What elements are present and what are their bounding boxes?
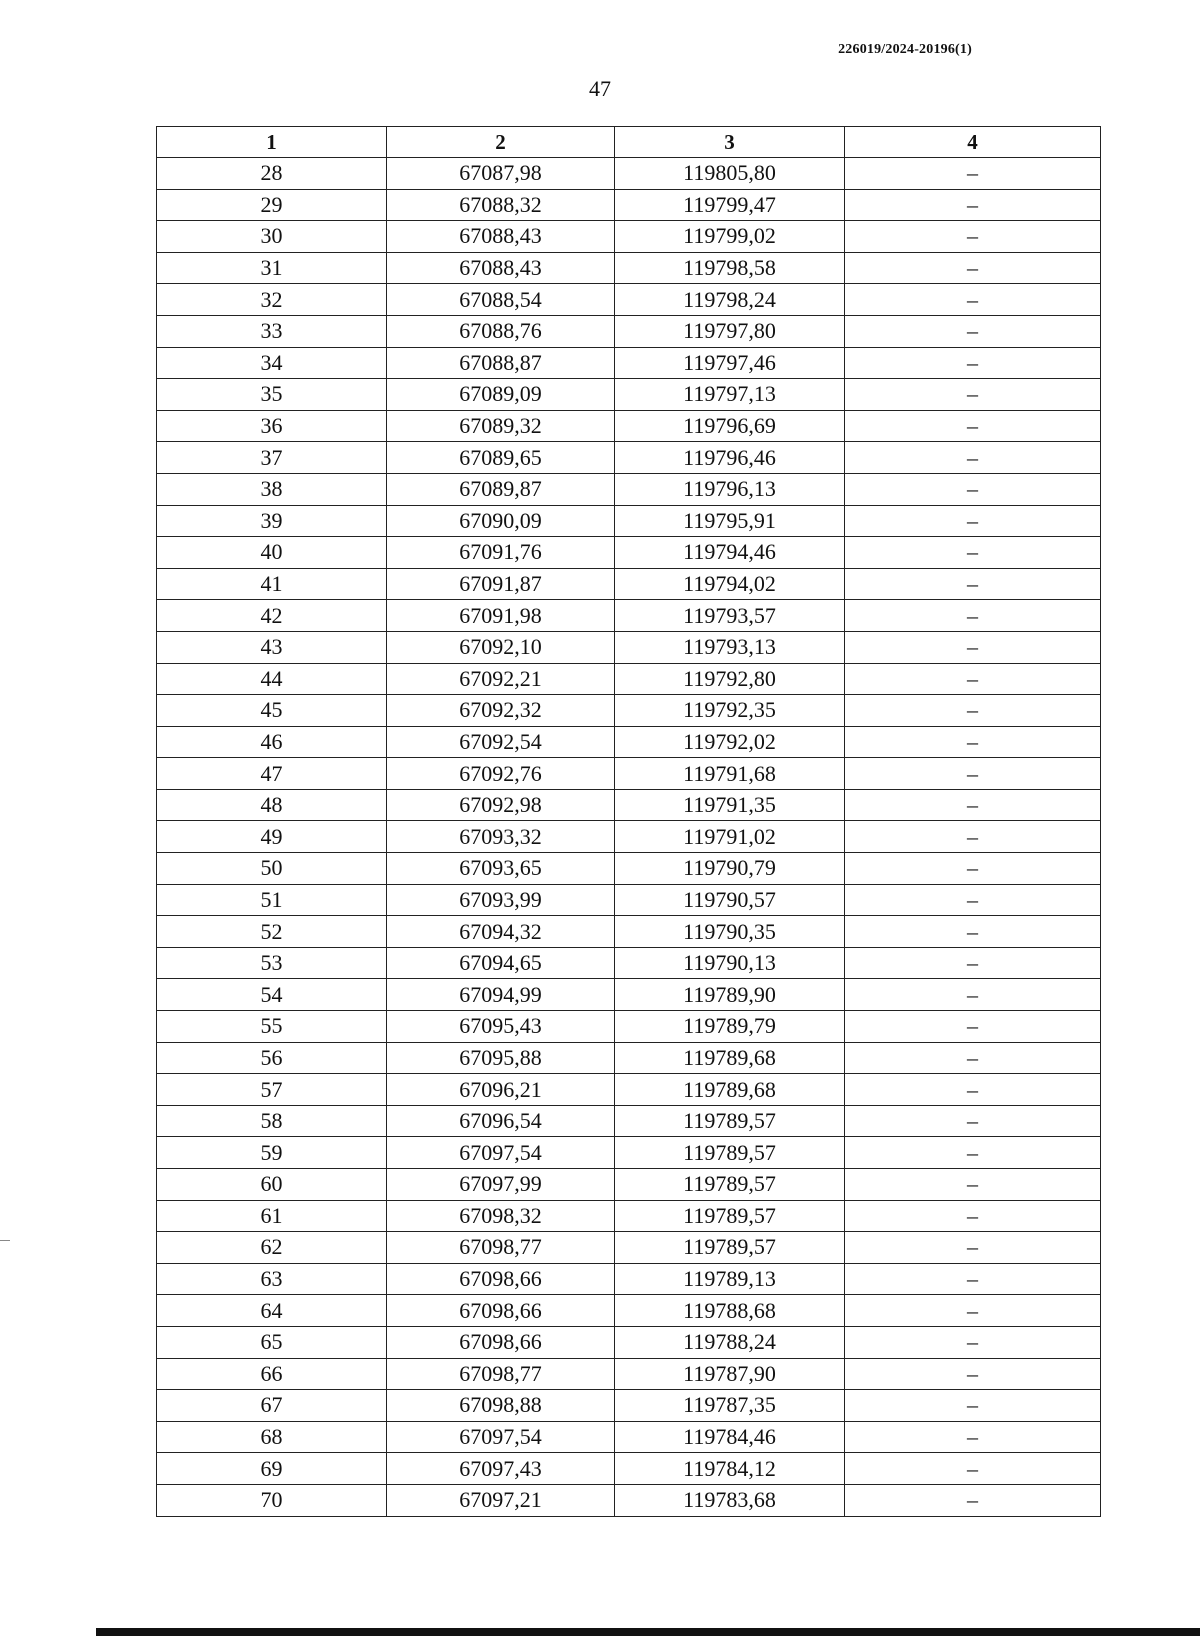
table-cell-col-1: 63 xyxy=(157,1263,387,1295)
table-cell-col-3: 119796,46 xyxy=(615,442,845,474)
table-cell-col-1: 35 xyxy=(157,379,387,411)
table-cell-col-3: 119787,35 xyxy=(615,1390,845,1422)
table-cell-col-1: 33 xyxy=(157,315,387,347)
table-row xyxy=(157,1484,1101,1516)
table-cell-col-1: 42 xyxy=(157,600,387,632)
table-cell-col-3: 119792,35 xyxy=(615,695,845,727)
table-row xyxy=(157,158,1101,190)
table-cell-col-1: 36 xyxy=(157,410,387,442)
table-row xyxy=(157,631,1101,663)
table-row xyxy=(157,1200,1101,1232)
table-row xyxy=(157,1295,1101,1327)
table-cell-col-1: 50 xyxy=(157,853,387,885)
table-cell-col-2: 67093,32 xyxy=(387,821,615,853)
table-row xyxy=(157,1074,1101,1106)
table-cell-col-1: 65 xyxy=(157,1326,387,1358)
table-cell-col-2: 67089,87 xyxy=(387,473,615,505)
table-row xyxy=(157,473,1101,505)
table-cell-col-4: – xyxy=(845,600,1101,632)
table-cell-col-2: 67098,77 xyxy=(387,1358,615,1390)
table-cell-col-4: – xyxy=(845,947,1101,979)
table-cell-col-3: 119797,46 xyxy=(615,347,845,379)
table-cell-col-2: 67092,21 xyxy=(387,663,615,695)
coordinates-table xyxy=(156,126,1101,1517)
table-cell-col-4: – xyxy=(845,1453,1101,1485)
table-row xyxy=(157,1137,1101,1169)
table-cell-col-2: 67093,65 xyxy=(387,853,615,885)
table-cell-col-4: – xyxy=(845,1295,1101,1327)
table-cell-col-3: 119789,79 xyxy=(615,1011,845,1043)
table-cell-col-4: – xyxy=(845,789,1101,821)
table-cell-col-2: 67088,76 xyxy=(387,315,615,347)
table-row xyxy=(157,1390,1101,1422)
table-cell-col-3: 119784,12 xyxy=(615,1453,845,1485)
table-cell-col-1: 38 xyxy=(157,473,387,505)
table-cell-col-2: 67098,66 xyxy=(387,1326,615,1358)
table-cell-col-3: 119783,68 xyxy=(615,1484,845,1516)
table-cell-col-3: 119788,24 xyxy=(615,1326,845,1358)
table-cell-col-4: – xyxy=(845,726,1101,758)
table-cell-col-1: 41 xyxy=(157,568,387,600)
table-cell-col-3: 119789,57 xyxy=(615,1137,845,1169)
table-cell-col-4: – xyxy=(845,1232,1101,1264)
table-cell-col-2: 67094,65 xyxy=(387,947,615,979)
table-cell-col-1: 46 xyxy=(157,726,387,758)
table-row xyxy=(157,252,1101,284)
column-header-2: 2 xyxy=(387,127,615,158)
table-cell-col-1: 43 xyxy=(157,631,387,663)
table-cell-col-2: 67089,65 xyxy=(387,442,615,474)
table-row xyxy=(157,568,1101,600)
table-cell-col-3: 119790,35 xyxy=(615,916,845,948)
table-cell-col-2: 67091,76 xyxy=(387,537,615,569)
table-cell-col-4: – xyxy=(845,252,1101,284)
table-cell-col-1: 28 xyxy=(157,158,387,190)
table-row xyxy=(157,663,1101,695)
table-cell-col-1: 52 xyxy=(157,916,387,948)
table-cell-col-1: 54 xyxy=(157,979,387,1011)
table-cell-col-1: 47 xyxy=(157,758,387,790)
table-cell-col-4: – xyxy=(845,979,1101,1011)
table-body xyxy=(157,158,1101,1517)
table-cell-col-2: 67092,54 xyxy=(387,726,615,758)
column-header-1: 1 xyxy=(157,127,387,158)
table-row xyxy=(157,537,1101,569)
table-cell-col-1: 64 xyxy=(157,1295,387,1327)
table-cell-col-4: – xyxy=(845,1137,1101,1169)
table-row xyxy=(157,853,1101,885)
table-row xyxy=(157,884,1101,916)
table-cell-col-4: – xyxy=(845,1390,1101,1422)
table-cell-col-3: 119793,13 xyxy=(615,631,845,663)
table-cell-col-1: 67 xyxy=(157,1390,387,1422)
document-id: 226019/2024-20196(1) xyxy=(838,42,972,57)
table-cell-col-2: 67095,88 xyxy=(387,1042,615,1074)
table-cell-col-2: 67091,98 xyxy=(387,600,615,632)
table-cell-col-1: 60 xyxy=(157,1169,387,1201)
table-cell-col-4: – xyxy=(845,1169,1101,1201)
table-cell-col-4: – xyxy=(845,568,1101,600)
table-row xyxy=(157,789,1101,821)
table-row xyxy=(157,726,1101,758)
table-row xyxy=(157,347,1101,379)
table-row xyxy=(157,221,1101,253)
table-cell-col-2: 67098,88 xyxy=(387,1390,615,1422)
table-cell-col-2: 67088,54 xyxy=(387,284,615,316)
table-cell-col-1: 57 xyxy=(157,1074,387,1106)
table-cell-col-1: 45 xyxy=(157,695,387,727)
scan-bottom-edge xyxy=(96,1628,1200,1636)
table-cell-col-3: 119792,80 xyxy=(615,663,845,695)
table-cell-col-1: 49 xyxy=(157,821,387,853)
table-row xyxy=(157,758,1101,790)
table-cell-col-1: 48 xyxy=(157,789,387,821)
table-cell-col-3: 119789,57 xyxy=(615,1232,845,1264)
table-cell-col-4: – xyxy=(845,315,1101,347)
table-cell-col-4: – xyxy=(845,379,1101,411)
table-cell-col-1: 69 xyxy=(157,1453,387,1485)
table-cell-col-1: 61 xyxy=(157,1200,387,1232)
table-cell-col-4: – xyxy=(845,410,1101,442)
table-cell-col-3: 119790,13 xyxy=(615,947,845,979)
table-row xyxy=(157,284,1101,316)
table-row xyxy=(157,315,1101,347)
table-cell-col-2: 67094,99 xyxy=(387,979,615,1011)
table-cell-col-3: 119789,68 xyxy=(615,1074,845,1106)
table-cell-col-3: 119795,91 xyxy=(615,505,845,537)
table-cell-col-1: 31 xyxy=(157,252,387,284)
table-cell-col-3: 119791,02 xyxy=(615,821,845,853)
table-cell-col-4: – xyxy=(845,695,1101,727)
table-cell-col-3: 119789,68 xyxy=(615,1042,845,1074)
table-cell-col-4: – xyxy=(845,284,1101,316)
table-cell-col-4: – xyxy=(845,758,1101,790)
table-cell-col-2: 67097,21 xyxy=(387,1484,615,1516)
table-cell-col-2: 67097,54 xyxy=(387,1421,615,1453)
table-cell-col-1: 53 xyxy=(157,947,387,979)
page-number: 47 xyxy=(589,76,611,101)
table-cell-col-2: 67098,77 xyxy=(387,1232,615,1264)
table-row xyxy=(157,1421,1101,1453)
table-cell-col-2: 67088,87 xyxy=(387,347,615,379)
table-cell-col-2: 67092,76 xyxy=(387,758,615,790)
table-row xyxy=(157,979,1101,1011)
table-cell-col-1: 68 xyxy=(157,1421,387,1453)
table-cell-col-4: – xyxy=(845,663,1101,695)
table-cell-col-3: 119790,79 xyxy=(615,853,845,885)
table-cell-col-4: – xyxy=(845,1484,1101,1516)
table-cell-col-4: – xyxy=(845,189,1101,221)
table-cell-col-2: 67098,32 xyxy=(387,1200,615,1232)
table-cell-col-3: 119788,68 xyxy=(615,1295,845,1327)
table-cell-col-3: 119791,35 xyxy=(615,789,845,821)
table-row xyxy=(157,600,1101,632)
table-cell-col-3: 119805,80 xyxy=(615,158,845,190)
table-cell-col-4: – xyxy=(845,1011,1101,1043)
table-cell-col-3: 119796,69 xyxy=(615,410,845,442)
table-cell-col-2: 67088,43 xyxy=(387,252,615,284)
table-row xyxy=(157,1453,1101,1485)
table-cell-col-2: 67097,43 xyxy=(387,1453,615,1485)
table-cell-col-3: 119793,57 xyxy=(615,600,845,632)
table-cell-col-3: 119797,13 xyxy=(615,379,845,411)
table-cell-col-1: 62 xyxy=(157,1232,387,1264)
table-cell-col-3: 119790,57 xyxy=(615,884,845,916)
table-row xyxy=(157,1011,1101,1043)
table-cell-col-1: 56 xyxy=(157,1042,387,1074)
table-cell-col-4: – xyxy=(845,1042,1101,1074)
table-cell-col-1: 70 xyxy=(157,1484,387,1516)
table-cell-col-3: 119797,80 xyxy=(615,315,845,347)
table-cell-col-4: – xyxy=(845,347,1101,379)
table-row xyxy=(157,947,1101,979)
table-cell-col-1: 59 xyxy=(157,1137,387,1169)
table-row xyxy=(157,379,1101,411)
table-cell-col-4: – xyxy=(845,505,1101,537)
table-cell-col-2: 67096,54 xyxy=(387,1105,615,1137)
table-row xyxy=(157,1326,1101,1358)
table-cell-col-1: 44 xyxy=(157,663,387,695)
table-cell-col-4: – xyxy=(845,1263,1101,1295)
table-cell-col-3: 119799,47 xyxy=(615,189,845,221)
table-cell-col-4: – xyxy=(845,1326,1101,1358)
table-cell-col-1: 34 xyxy=(157,347,387,379)
table-cell-col-4: – xyxy=(845,221,1101,253)
table-cell-col-1: 29 xyxy=(157,189,387,221)
table-cell-col-2: 67088,43 xyxy=(387,221,615,253)
table-row xyxy=(157,1232,1101,1264)
table-row xyxy=(157,410,1101,442)
table-cell-col-2: 67097,54 xyxy=(387,1137,615,1169)
table-row xyxy=(157,1263,1101,1295)
column-header-3: 3 xyxy=(615,127,845,158)
table-cell-col-1: 37 xyxy=(157,442,387,474)
table-cell-col-2: 67097,99 xyxy=(387,1169,615,1201)
table-cell-col-3: 119791,68 xyxy=(615,758,845,790)
table-cell-col-4: – xyxy=(845,473,1101,505)
column-header-4: 4 xyxy=(845,127,1101,158)
table-cell-col-2: 67095,43 xyxy=(387,1011,615,1043)
table-cell-col-2: 67092,98 xyxy=(387,789,615,821)
table-cell-col-3: 119789,57 xyxy=(615,1200,845,1232)
table-cell-col-3: 119796,13 xyxy=(615,473,845,505)
table-row xyxy=(157,1169,1101,1201)
table-cell-col-4: – xyxy=(845,1105,1101,1137)
table-cell-col-3: 119789,13 xyxy=(615,1263,845,1295)
table-cell-col-4: – xyxy=(845,821,1101,853)
table-cell-col-4: – xyxy=(845,884,1101,916)
table-cell-col-3: 119792,02 xyxy=(615,726,845,758)
table-row xyxy=(157,189,1101,221)
table-cell-col-1: 30 xyxy=(157,221,387,253)
table-header-row xyxy=(157,127,1101,158)
table-row xyxy=(157,916,1101,948)
table-row xyxy=(157,1042,1101,1074)
table-cell-col-4: – xyxy=(845,1421,1101,1453)
table-cell-col-2: 67093,99 xyxy=(387,884,615,916)
table-cell-col-2: 67098,66 xyxy=(387,1295,615,1327)
table-cell-col-3: 119794,46 xyxy=(615,537,845,569)
table-cell-col-1: 32 xyxy=(157,284,387,316)
table-cell-col-1: 39 xyxy=(157,505,387,537)
table-cell-col-4: – xyxy=(845,1074,1101,1106)
table-cell-col-4: – xyxy=(845,631,1101,663)
table-row xyxy=(157,821,1101,853)
table-cell-col-2: 67094,32 xyxy=(387,916,615,948)
table-cell-col-2: 67090,09 xyxy=(387,505,615,537)
table-cell-col-4: – xyxy=(845,916,1101,948)
table-cell-col-3: 119799,02 xyxy=(615,221,845,253)
table-cell-col-1: 55 xyxy=(157,1011,387,1043)
table-cell-col-3: 119789,57 xyxy=(615,1169,845,1201)
table-row xyxy=(157,505,1101,537)
table-cell-col-2: 67087,98 xyxy=(387,158,615,190)
table-cell-col-3: 119784,46 xyxy=(615,1421,845,1453)
table-cell-col-2: 67088,32 xyxy=(387,189,615,221)
table-cell-col-4: – xyxy=(845,1200,1101,1232)
scan-margin-mark xyxy=(0,1240,10,1241)
table-cell-col-4: – xyxy=(845,853,1101,885)
table-row xyxy=(157,1358,1101,1390)
table-cell-col-3: 119787,90 xyxy=(615,1358,845,1390)
table-cell-col-4: – xyxy=(845,1358,1101,1390)
table-row xyxy=(157,442,1101,474)
table-cell-col-3: 119798,24 xyxy=(615,284,845,316)
table-cell-col-2: 67092,10 xyxy=(387,631,615,663)
table-cell-col-3: 119798,58 xyxy=(615,252,845,284)
table-cell-col-2: 67091,87 xyxy=(387,568,615,600)
table-cell-col-4: – xyxy=(845,158,1101,190)
table-cell-col-2: 67089,32 xyxy=(387,410,615,442)
table-cell-col-3: 119789,57 xyxy=(615,1105,845,1137)
table-cell-col-4: – xyxy=(845,537,1101,569)
table-cell-col-1: 66 xyxy=(157,1358,387,1390)
table-cell-col-4: – xyxy=(845,442,1101,474)
table-cell-col-1: 58 xyxy=(157,1105,387,1137)
table-row xyxy=(157,1105,1101,1137)
table-row xyxy=(157,695,1101,727)
table-cell-col-2: 67092,32 xyxy=(387,695,615,727)
table-cell-col-1: 40 xyxy=(157,537,387,569)
table-cell-col-3: 119794,02 xyxy=(615,568,845,600)
table-cell-col-2: 67089,09 xyxy=(387,379,615,411)
table-cell-col-2: 67096,21 xyxy=(387,1074,615,1106)
table-cell-col-1: 51 xyxy=(157,884,387,916)
table-cell-col-3: 119789,90 xyxy=(615,979,845,1011)
table-cell-col-2: 67098,66 xyxy=(387,1263,615,1295)
